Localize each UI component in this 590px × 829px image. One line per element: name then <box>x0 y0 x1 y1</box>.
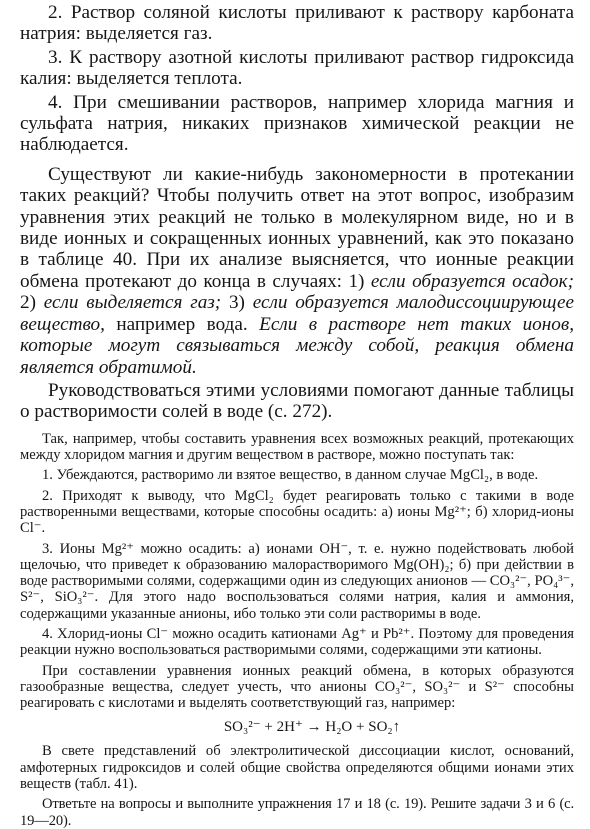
paragraph-solubility-table: Руководствоваться этими условиями помогают данные таблицы о растворимости солей в воде (с. 272). <box>20 379 574 423</box>
paragraph-nitric-hydroxide: 3. К раствору азотной кислоты приливают раствор гидроксида калия: выделяется теплота. <box>20 46 574 90</box>
small-paragraph-step-1: 1. Убеждаются, растворимо ли взятое вещество, в данном случае MgCl₂, в воде. <box>42 467 539 484</box>
regularities-text-c: 3) <box>221 292 253 314</box>
small-paragraph-common-properties: В свете представлений об электролитической диссоциации кислот, оснований, амфотерных гидроксидов и солей общие свойства определяются общими ионами этих веществ (табл. 41). <box>20 743 574 793</box>
regularities-text-b: 2) <box>20 292 44 314</box>
condition-gas: если выделяется газ; <box>43 292 222 314</box>
small-paragraph-step-2: 2. Приходят к выводу, что MgCl₂ будет реагировать только с такими в воде растворенными веществами, которые способны осадить: а) ионы Mg²⁺; б) хлорид-ионы Cl⁻. <box>20 487 574 537</box>
small-paragraph-assignment: Ответьте на вопросы и выполните упражнения 17 и 18 (с. 19). Решите задачи 3 и 6 (с. 19—20). <box>20 796 574 829</box>
paragraph-hcl-carbonate: 2. Раствор соляной кислоты приливают к раствору карбоната натрия: выделяется газ. <box>20 2 574 45</box>
small-paragraph-step-4: 4. Хлорид-ионы Cl⁻ можно осадить катионами Ag⁺ и Pb²⁺. Поэтому для проведения реакции нужно воспользоваться растворимыми солями, содержащими эти катионы. <box>20 625 574 659</box>
condition-precipitate: если образуется осадок; <box>370 270 574 292</box>
small-paragraph-step-3: 3. Ионы Mg²⁺ можно осадить: а) ионами OH⁻, т. е. нужно подействовать любой щелочью, что приведет к образованию малорастворимого Mg(OH)₂; б) при действии в воде растворимыми солями, содержащими один из следующих анионов — CO₃²⁻, PO₄³⁻, S²⁻, SiO₃²⁻. Для этого надо воспользоваться солями натрия, калия и аммония, содержащими указанные анионы, ибо только эти соли растворимы в воде. <box>20 540 574 622</box>
regularities-text-d: например вода. <box>104 313 260 335</box>
paragraph-regularities <box>20 164 574 378</box>
small-paragraph-example-intro: Так, например, чтобы составить уравнения всех возможных реакций, протекающих между хлоридом магния и другим веществом в растворе, можно поступать так: <box>20 430 574 464</box>
rule-reversible: Если в растворе нет таких ионов, которые могут связываться между собой, реакция обмена является обратимой. <box>20 313 575 378</box>
regularities-text-a: Существуют ли какие-нибудь закономерности в протекании таких реакций? Чтобы получить ответ на этот вопрос, изобразим уравнения этих реакций не только в молекулярном виде, но и в виде ионных и сокращенных ионных уравнений, как это показано в таблице 40. При их анализе выясняется, что ионные реакции обмена протекают до конца в случаях: 1) <box>20 163 574 292</box>
ionic-equation: SO₃²⁻ + 2H⁺ → H₂O + SO₂↑ <box>223 719 401 736</box>
paragraph-no-reaction: 4. При смешивании растворов, например хлорида магния и сульфата натрия, никаких признаков химической реакции не наблюдается. <box>20 91 574 156</box>
condition-weak-electrolyte: если образуется малодиссоциирующее вещество, <box>20 292 575 335</box>
small-paragraph-gas-anions: При составлении уравнения ионных реакций обмена, в которых образуются газообразные вещества, следует учесть, что анионы CO₃²⁻, SO₃²⁻ и S²⁻ способны реагировать с кислотами и выделять соответствующий газ, например: <box>20 662 574 712</box>
